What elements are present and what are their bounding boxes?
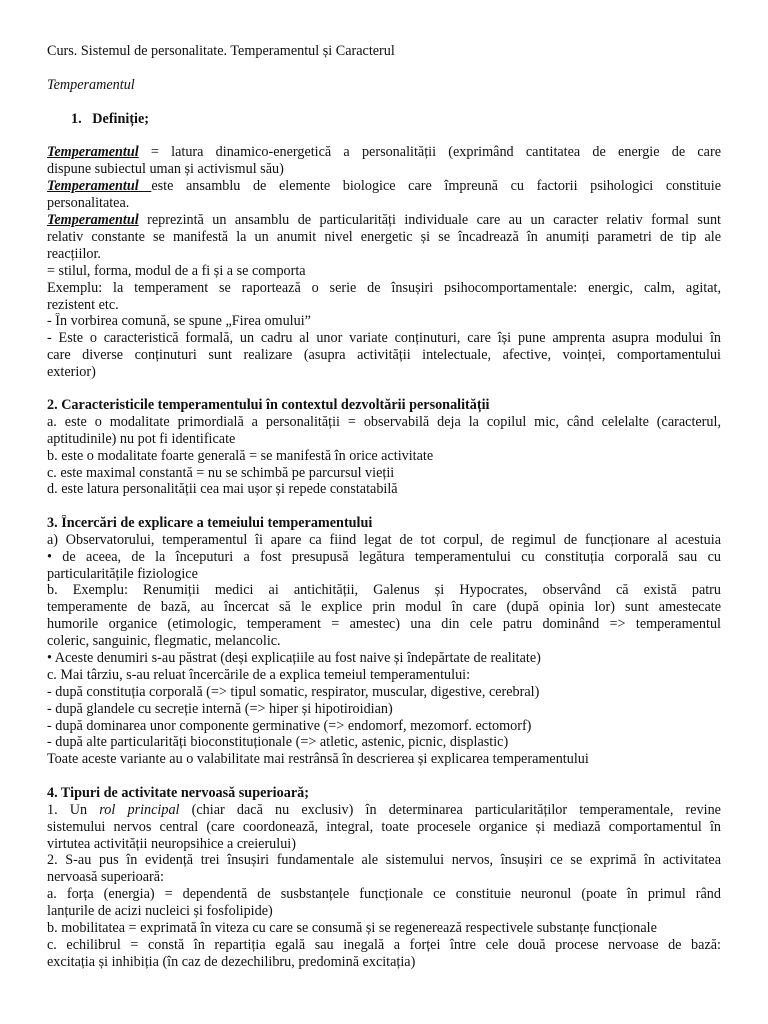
emphasis-text: rol principal	[99, 802, 180, 818]
paragraph-line: exterior)	[47, 364, 96, 380]
paragraph-line: - Este o caracteristică formală, un cadru al unor variate conținuturi, care își pune amprenta asupra modului în	[47, 330, 721, 346]
course-title: Curs. Sistemul de personalitate. Temperamentul și Caracterul	[47, 43, 395, 59]
nervous-activity-heading: 4. Tipuri de activitate nervoasă superioară;	[47, 785, 309, 801]
paragraph-line: relativ constante se manifestă la un anumit nivel energetic și se încadrează în anumiți parametri de tip ale	[47, 229, 721, 245]
paragraph-line: reacțiilor.	[47, 246, 101, 262]
paragraph-line: a) Observatorului, temperamentul îi apare ca fiind legat de tot corpul, de regimul de funcționare al acestuia	[47, 532, 721, 548]
paragraph-line: care diverse conținuturi sunt realizare (asupra activității intelectuale, afective, voinței, comportamentului	[47, 347, 721, 363]
paragraph-line: • de aceea, de la începuturi a fost presupusă legătura temperamentului cu constituția corporală sau cu	[47, 549, 721, 565]
paragraph-line: • Aceste denumiri s-au păstrat (deși explicațiile au fost naive și îndepărtate de realitate)	[47, 650, 541, 666]
paragraph-line: temperamente de bază, au încercat să le explice prin modul în care (după opinia lor) sunt amestecate	[47, 599, 721, 615]
paragraph-line: excitația și inhibiția (în caz de dezechilibru, predomină excitația)	[47, 954, 416, 970]
line-text: = latura dinamico-energetică a personalității (exprimând cantitatea de energie de care	[138, 144, 721, 160]
paragraph-line: b. mobilitatea = exprimată în viteza cu care se consumă și se regenerează respectivele substanțe funcționale	[47, 920, 657, 936]
paragraph-line: rezistent etc.	[47, 297, 119, 313]
paragraph-line: lanțurile de acizi nucleici și fosfolipide)	[47, 903, 273, 919]
paragraph-line: b. Exemplu: Renumiții medici ai antichității, Galenus și Hypocrates, observând că există patru	[47, 582, 721, 598]
section-subtitle: Temperamentul	[47, 77, 135, 93]
paragraph-line: particularitățile fiziologice	[47, 566, 198, 582]
heading-number: 1.	[71, 111, 82, 127]
paragraph-line: a. forța (energia) = dependentă de susbstanțele funcționale ce constituie neuronul (poate în primul rând	[47, 886, 721, 902]
explanation-heading: 3. Încercări de explicare a temeiului temperamentului	[47, 515, 373, 531]
paragraph-line	[47, 802, 721, 819]
paragraph-line: c. este maximal constantă = nu se schimbă pe parcursul vieții	[47, 465, 395, 481]
paragraph-line	[47, 178, 721, 195]
line-text: este ansamblu de elemente biologice care împreună cu factorii psihologici constituie	[151, 178, 721, 194]
line-text: reprezintă un ansamblu de particularități individuale care au un caracter relativ formal sunt	[138, 212, 721, 228]
paragraph-line: humorile organice (etimologic, temperament = amestec) una din cele patru dominând => temperamentul	[47, 616, 721, 632]
paragraph-line: aptitudinile) nu pot fi identificate	[47, 431, 236, 447]
paragraph-line: - după constituția corporală (=> tipul somatic, respirator, muscular, digestive, cerebral)	[47, 684, 540, 700]
paragraph-line: - după glandele cu secreție internă (=> hiper și hipotiroidian)	[47, 701, 393, 717]
line-text: 1. Un	[47, 802, 100, 818]
paragraph-line: 2. S-au pus în evidență trei însușiri fundamentale ale sistemului nervos, însușiri ce se exprimă în activitatea	[47, 852, 721, 868]
term-temperamentul: Temperamentul	[47, 144, 139, 160]
definition-heading	[71, 111, 745, 128]
paragraph-line: - În vorbirea comună, se spune „Firea omului”	[47, 313, 311, 329]
paragraph-line: - după dominarea unor componente germinative (=> endomorf, mezomorf. ectomorf)	[47, 718, 532, 734]
paragraph-line	[47, 212, 721, 229]
paragraph-line: dispune subiectul uman și activismul său)	[47, 161, 284, 177]
paragraph-line	[47, 144, 721, 161]
paragraph-line: b. este o modalitate foarte generală = se manifestă în orice activitate	[47, 448, 434, 464]
paragraph-line: coleric, sanguinic, flegmatic, melancolic.	[47, 633, 281, 649]
paragraph-line: = stilul, forma, modul de a fi și a se comporta	[47, 263, 306, 279]
heading-text: Definiție;	[92, 111, 150, 127]
paragraph-line: a. este o modalitate primordială a personalității = observabilă deja la copilul mic, când celelalte (caracterul,	[47, 414, 721, 430]
term-temperamentul: Temperamentul	[47, 178, 152, 194]
paragraph-line: d. este latura personalității cea mai ușor și repede constatabilă	[47, 481, 398, 497]
paragraph-line: sistemului nervos central (care coordonează, integral, toate procesele organice și mediază comportamentul în	[47, 819, 721, 835]
paragraph-line: - după alte particularități bioconstituționale (=> atletic, astenic, picnic, displastic)	[47, 734, 509, 750]
line-text: (chiar dacă nu exclusiv) în determinarea particularităților temperamentale, revine	[179, 802, 721, 818]
paragraph-line: personalitatea.	[47, 195, 130, 211]
paragraph-line: nervoasă superioară:	[47, 869, 164, 885]
paragraph-line: c. echilibrul = constă în repartiția egală sau inegală a forței între cele două procese nervoase de bază:	[47, 937, 721, 953]
paragraph-line: c. Mai târziu, s-au reluat încercările de a explica temeiul temperamentului:	[47, 667, 471, 683]
paragraph-line: virtutea activității neuropsihice a creierului)	[47, 836, 296, 852]
paragraph-line: Toate aceste variante au o valabilitate mai restrânsă în descrierea și explicarea temperamentului	[47, 751, 589, 767]
characteristics-heading: 2. Caracteristicile temperamentului în contextul dezvoltării personalității	[47, 397, 490, 413]
paragraph-line: Exemplu: la temperament se raportează o serie de însușiri psihocomportamentale: energic, calm, agitat,	[47, 280, 721, 296]
term-temperamentul: Temperamentul	[47, 212, 139, 228]
